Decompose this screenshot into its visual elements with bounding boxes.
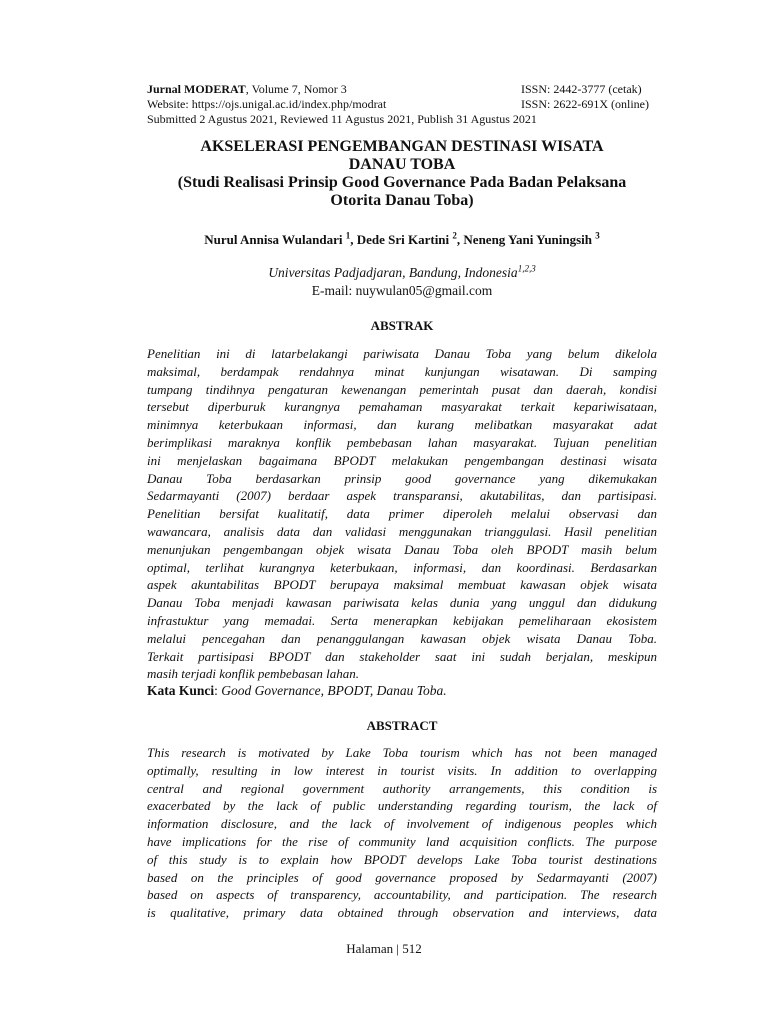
abstrak-line: Danau Toba berdasarkan prinsip good governance yang dikemukakan — [147, 470, 657, 486]
author-3-sup: 3 — [595, 230, 600, 241]
title-line-3: (Studi Realisasi Prinsip Good Governance Pada Badan Pelaksana — [177, 174, 627, 191]
abstrak-line: melalui pencegahan dan penanggulangan kawasan objek wisata Danau Toba. — [147, 630, 657, 646]
abstract-line: based on the principles of good governance proposed by Sedarmayanti (2007) — [147, 869, 657, 885]
issn-print: ISSN: 2442-3777 (cetak) — [521, 82, 642, 96]
abstract-line: based on aspects of transparency, accountability, and participation. The research — [147, 887, 657, 903]
author-2-sup: 2 — [452, 230, 457, 241]
keywords-label: Kata Kunci — [147, 683, 215, 698]
submission-dates: Submitted 2 Agustus 2021, Reviewed 11 Agustus 2021, Publish 31 Agustus 2021 — [147, 112, 537, 126]
abstrak-line: wawancara, analisis data dan validasi menggunakan trianggulasi. Hasil penelitian — [147, 523, 657, 539]
abstrak-line: Penelitian bersifat kualitatif, data primer diperoleh melalui observasi dan — [147, 506, 657, 522]
affiliation — [147, 264, 657, 300]
title-line-2: DANAU TOBA — [348, 156, 456, 173]
abstrak-line: Sedarmayanti (2007) berdaar aspek transparansi, akutabilitas, dan partisipasi. — [147, 488, 657, 504]
author-email: E-mail: nuywulan05@gmail.com — [311, 283, 493, 298]
abstrak-heading: ABSTRAK — [370, 318, 434, 333]
abstract-line: optimally, resulting in low interest in tourist visits. In addition to overlapping — [147, 762, 657, 778]
header-row-website — [147, 97, 657, 112]
abstrak-line: tersebut diperburuk kurangnya pemahaman masyarakat terkait kepariwisataan, — [147, 399, 657, 415]
abstract-line: of this study is to explain how BPODT develops Lake Toba tourist destinations — [147, 851, 657, 867]
abstrak-line: aspek akuntabilitas BPODT berupaya maksimal membuat kawasan objek wisata — [147, 577, 657, 593]
keywords-colon: : — [214, 683, 222, 698]
author-list — [147, 232, 657, 248]
abstrak-line: tumpang tindihnya pengaturan kewenangan pemerintah pusat dan daerah, kondisi — [147, 381, 657, 397]
abstrak-line: Danau Toba menjadi kawasan pariwisata kelas dunia yang unggul dan didukung — [147, 595, 657, 611]
abstract-line: central and regional government authority arrangements, this condition is — [147, 780, 657, 796]
paper-title — [147, 138, 657, 210]
journal-volume: , Volume 7, Nomor 3 — [245, 82, 347, 96]
journal-citation — [147, 82, 347, 97]
abstract-line: This research is motivated by Lake Toba tourism which has not been managed — [147, 745, 657, 760]
abstrak-line: ini menjelaskan bagaimana BPODT melakukan pengembangan destinasi wisata — [147, 452, 657, 468]
abstract-line: information disclosure, and the lack of involvement of indigenous peoples which — [147, 816, 657, 832]
keywords-value: Good Governance, BPODT, Danau Toba. — [221, 683, 447, 698]
abstrak-body — [147, 345, 657, 683]
abstract-line: exacerbated by the lack of public understanding regarding tourism, the lack of — [147, 798, 657, 814]
keywords — [147, 682, 657, 699]
abstrak-line: maksimal, berdampak rendahnya minat kunjungan wisatawan. Di samping — [147, 363, 657, 379]
title-line-1: AKSELERASI PENGEMBANGAN DESTINASI WISATA — [200, 138, 604, 155]
author-1-sup: 1 — [345, 230, 351, 241]
page-separator: | — [396, 941, 400, 956]
author-2: , Dede Sri Kartini — [350, 232, 450, 247]
page-label: Halaman — [346, 941, 394, 956]
affiliation-line — [147, 264, 657, 282]
journal-website[interactable]: Website: https://ojs.unigal.ac.id/index.php/modrat — [147, 97, 387, 111]
university: Universitas Padjadjaran, Bandung, Indonesia — [268, 265, 518, 280]
issn-online: ISSN: 2622-691X (online) — [521, 97, 649, 111]
title-line-4: Otorita Danau Toba) — [330, 192, 474, 209]
journal-header — [147, 82, 657, 127]
abstrak-line: minimnya keterbukaan informasi, dan kurang melibatkan masyarakat adat — [147, 417, 657, 433]
abstract-body — [147, 744, 657, 922]
affiliation-sup: 1,2,3 — [517, 263, 536, 274]
abstrak-line: Penelitian ini di latarbelakangi pariwisata Danau Toba yang belum dikelola — [147, 346, 657, 361]
author-1: Nurul Annisa Wulandari — [204, 232, 343, 247]
page-number: 512 — [402, 941, 422, 956]
header-row-journal — [147, 82, 657, 97]
author-3: , Neneng Yani Yuningsih — [456, 232, 593, 247]
abstract-line: is qualitative, primary data obtained through observation and interviews, data — [147, 905, 657, 921]
abstrak-line: optimal, terlihat kurangnya keterbukaan, informasi, dan koordinasi. Berdasarkan — [147, 559, 657, 575]
abstrak-line: menunjukan pengembangan objek wisata Danau Toba oleh BPODT masih belum — [147, 541, 657, 557]
abstrak-line: Terkait partisipasi BPODT dan stakeholder saat ini sudah berjalan, meskipun — [147, 648, 657, 664]
abstract-line: have implications for the rise of community land acquisition conflicts. The purpose — [147, 833, 657, 849]
abstrak-line: masih terjadi konflik pembebasan lahan. — [147, 666, 359, 682]
abstract-heading: ABSTRACT — [366, 718, 438, 733]
page-footer — [0, 941, 768, 957]
abstrak-line: infrastuktur yang memadai. Serta menerapkan kebijakan pemeliharaan ekosistem — [147, 612, 657, 628]
journal-name: Jurnal MODERAT — [147, 82, 246, 96]
abstrak-line: berimplikasi maraknya konflik pembebasan lahan masyarakat. Tujuan penelitian — [147, 434, 657, 450]
